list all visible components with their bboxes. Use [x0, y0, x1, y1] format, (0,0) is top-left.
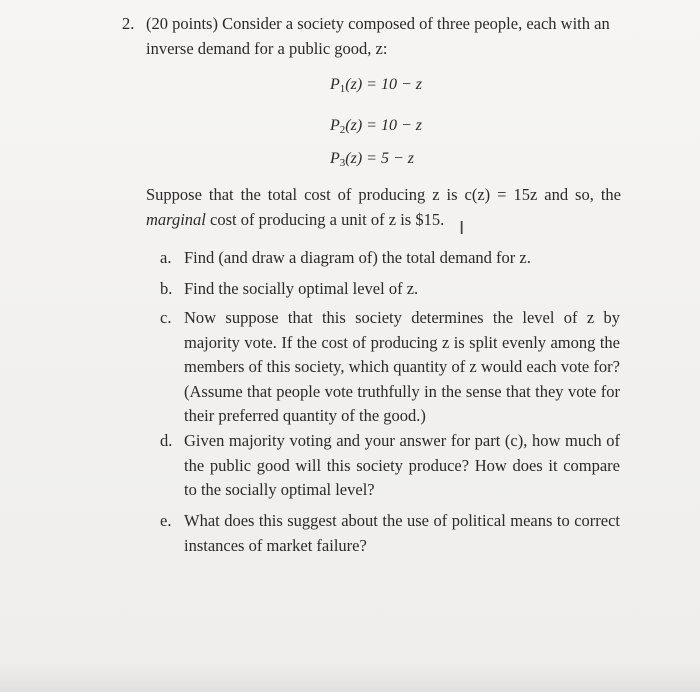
- equation-p3-subscript: 3: [339, 157, 346, 169]
- part-a-text: Find (and draw a diagram of) the total demand for z.: [184, 248, 531, 267]
- question-intro: (20 points) Consider a society composed of three people, each with an inverse demand for a public good, z:: [146, 14, 610, 58]
- equation-p2-symbol: P: [330, 117, 340, 134]
- equation-p1-subscript: 1: [339, 83, 346, 95]
- equation-p3-body: (z) = 5 − z: [345, 150, 414, 167]
- question-header: [122, 11, 642, 61]
- part-b-label: b.: [160, 279, 173, 298]
- equation-p2: [330, 117, 422, 136]
- cost-text-emphasis: marginal: [146, 210, 206, 229]
- equation-p1-body: (z) = 10 − z: [345, 76, 422, 93]
- part-c-text: Now suppose that this society determines the level of z by majority vote. If the cost of producing z is split evenly among the members of this society, which quantity of z would each vote for? (Assume that people vote truthfully in the sense that they vote for their preferred quantity of the good.): [184, 308, 620, 425]
- cost-text-part1: Suppose that the total cost of producing z is c(z) = 15z and so, the: [146, 185, 621, 204]
- part-d-label: d.: [160, 431, 173, 450]
- question-number: 2.: [122, 14, 135, 33]
- cost-paragraph: [146, 182, 621, 232]
- part-d-text: Given majority voting and your answer for part (c), how much of the public good will this society produce? How does it compare to the socially optimal level?: [184, 431, 620, 499]
- equation-p2-body: (z) = 10 − z: [345, 117, 422, 134]
- part-e-text: What does this suggest about the use of political means to correct instances of market failure?: [184, 511, 620, 555]
- part-d: [160, 429, 620, 503]
- part-b-text: Find the socially optimal level of z.: [184, 279, 419, 298]
- part-c: [160, 306, 620, 429]
- part-a-label: a.: [160, 248, 172, 267]
- cost-text-part2: cost of producing a unit of z is $15.: [205, 210, 445, 229]
- equation-p2-subscript: 2: [339, 124, 346, 136]
- part-e: [160, 509, 620, 558]
- part-b: [160, 277, 620, 302]
- text-cursor-icon: I: [459, 218, 465, 239]
- equation-p1-symbol: P: [330, 76, 340, 93]
- part-c-label: c.: [160, 308, 172, 327]
- equation-p3: [330, 150, 414, 169]
- part-a: [160, 246, 620, 271]
- equation-p1: [330, 76, 422, 95]
- part-e-label: e.: [160, 511, 172, 530]
- page-shadow: [0, 662, 700, 692]
- equation-p3-symbol: P: [330, 150, 340, 167]
